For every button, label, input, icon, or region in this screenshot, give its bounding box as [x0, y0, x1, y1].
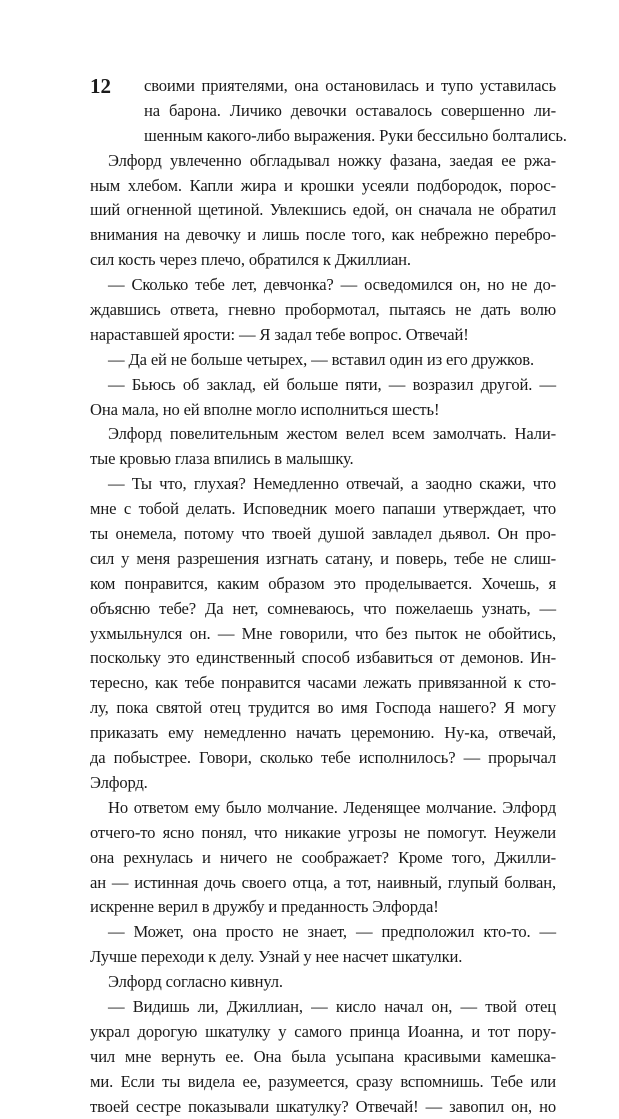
- text-line: мне с тобой делать. Исповедник моего папаши утверждает, что: [90, 499, 556, 519]
- text-line: — Может, она просто не знает, — предположил кто-то. —: [108, 922, 556, 942]
- text-line: ком понравится, каким образом это проделывается. Хочешь, я: [90, 573, 556, 593]
- text-line: — Да ей не больше четырех, — вставил один из его дружков.: [108, 349, 534, 369]
- text-line: Элфорд согласно кивнул.: [108, 972, 283, 992]
- text-line: чил мне вернуть ее. Она была усыпана красивыми камешка-: [90, 1046, 556, 1066]
- text-line: искренне верил в дружбу и преданность Элфорда!: [90, 897, 439, 917]
- text-line: поскольку это единственный способ избавиться от демонов. Ин-: [90, 648, 556, 668]
- text-line: приказать ему немедленно начать церемонию. Ну-ка, отвечай,: [90, 723, 556, 743]
- page-number: 12: [90, 74, 111, 98]
- text-line: Но ответом ему было молчание. Леденящее молчание. Элфорд: [108, 797, 556, 817]
- text-line: Элфорд увлеченно обгладывал ножку фазана, заедая ее ржа-: [108, 150, 556, 170]
- text-line: сил кость через плечо, обратился к Джиллиан.: [90, 250, 411, 270]
- text-line: тые кровью глаза впились в малышку.: [90, 449, 354, 469]
- text-line: ты онемела, потому что твоей душой завладел дьявол. Он про-: [90, 524, 556, 544]
- text-line: внимания на девочку и лишь после того, как небрежно перебро-: [90, 225, 556, 245]
- text-line: объясню тебе? Да нет, сомневаюсь, что пожелаешь узнать, —: [90, 598, 556, 618]
- text-line: шенным какого-либо выражения. Руки бессильно болтались.: [144, 125, 567, 145]
- text-line: тересно, как тебе понравится часами лежать привязанной к сто-: [90, 673, 556, 693]
- text-line: твоей сестре показывали шкатулку? Отвечай! — завопил он, но: [90, 1096, 556, 1116]
- text-line: ным хлебом. Капли жира и крошки усеяли подбородок, порос-: [90, 175, 556, 195]
- text-line: сил у меня разрешения изгнать сатану, и поверь, тебе не слиш-: [90, 548, 556, 568]
- text-line: отчего-то ясно понял, что никакие угрозы не помогут. Неужели: [90, 822, 556, 842]
- text-line: ший огненной щетиной. Увлекшись едой, он сначала не обратил: [90, 200, 556, 220]
- text-line: она рехнулась и ничего не соображает? Кроме того, Джилли-: [90, 847, 556, 867]
- text-line: — Сколько тебе лет, девчонка? — осведомился он, но не до-: [108, 275, 556, 295]
- text-line: нараставшей ярости: — Я задал тебе вопрос. Отвечай!: [90, 324, 469, 344]
- text-line: — Ты что, глухая? Немедленно отвечай, а заодно скажи, что: [108, 474, 556, 494]
- text-line: Элфорд.: [90, 772, 148, 792]
- text-line: — Видишь ли, Джиллиан, — кисло начал он, — твой отец: [108, 996, 556, 1016]
- text-line: ждавшись ответа, гневно пробормотал, пытаясь не дать волю: [90, 300, 556, 320]
- text-line: украл дорогую шкатулку у самого принца Иоанна, и тот пору-: [90, 1021, 556, 1041]
- text-line: ан — истинная дочь своего отца, а тот, наивный, глупый болван,: [90, 872, 556, 892]
- text-line: — Бьюсь об заклад, ей больше пяти, — возразил другой. —: [108, 374, 556, 394]
- text-line: на барона. Личико девочки оставалось совершенно ли-: [144, 100, 556, 120]
- text-line: Она мала, но ей вполне могло исполниться шесть!: [90, 399, 440, 419]
- text-line: ухмыльнулся он. — Мне говорили, что без пыток не обойтись,: [90, 623, 556, 643]
- text-line: Элфорд повелительным жестом велел всем замолчать. Нали-: [108, 424, 556, 444]
- text-line: ми. Если ты видела ее, разумеется, сразу вспомнишь. Тебе или: [90, 1071, 556, 1091]
- text-line: своими приятелями, она остановилась и тупо уставилась: [144, 76, 556, 95]
- text-line: Лучше переходи к делу. Узнай у нее насчет шкатулки.: [90, 947, 463, 967]
- text-line: да побыстрее. Говори, сколько тебе исполнилось? — прорычал: [90, 748, 556, 768]
- body-text: [90, 74, 567, 1119]
- text-line: лу, пока святой отец трудится во имя Господа нашего? Я могу: [90, 698, 556, 718]
